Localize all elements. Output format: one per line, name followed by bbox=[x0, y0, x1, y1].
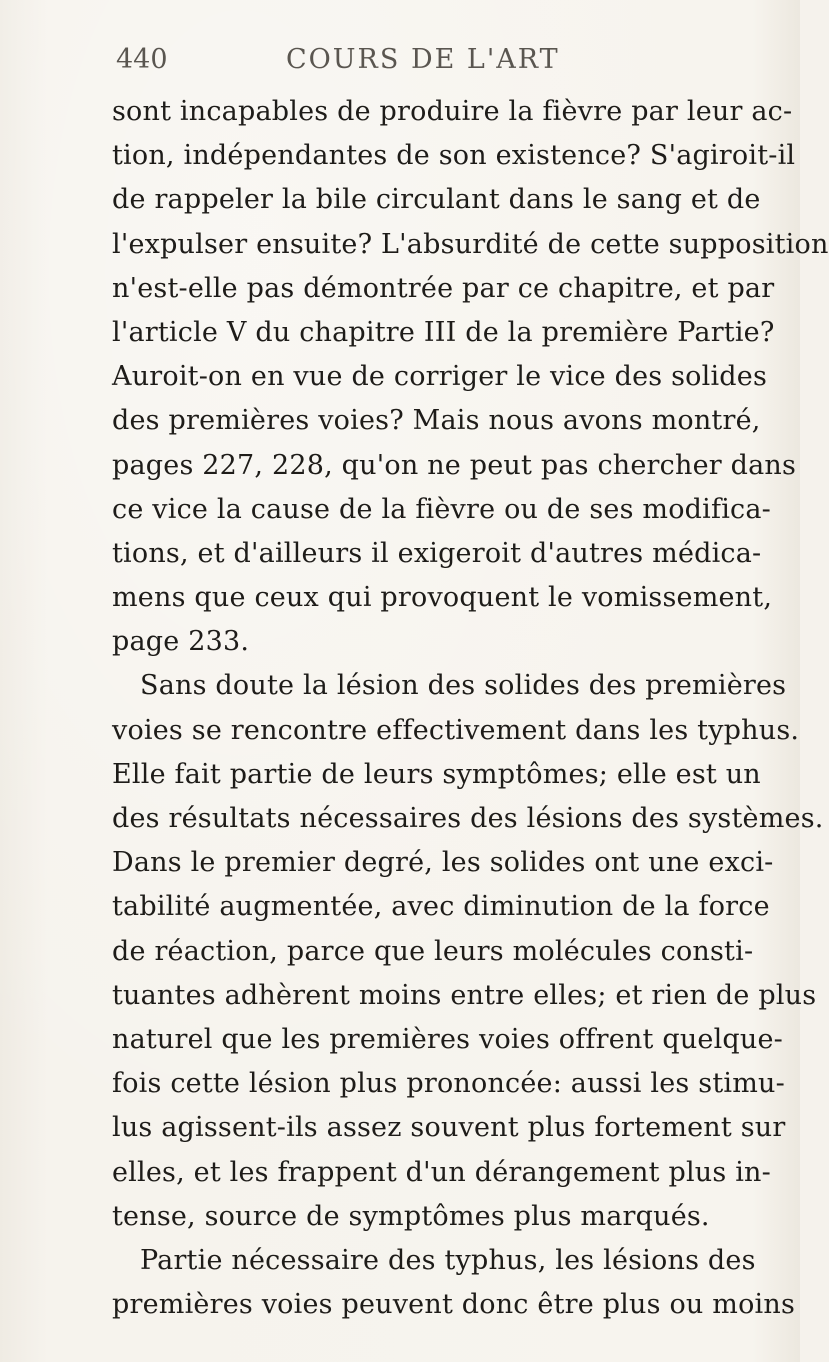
text-line: n'est-elle pas démontrée par ce chapitre, et par bbox=[112, 272, 775, 304]
text-line: sont incapables de produire la fièvre par leur ac- bbox=[112, 96, 793, 127]
text-line: premières voies peuvent donc être plus ou moins bbox=[112, 1289, 796, 1321]
text-line: Auroit-on en vue de corriger le vice des solides bbox=[112, 361, 768, 393]
text-line: tion, indépendantes de son existence? S'agiroit-il bbox=[112, 140, 796, 172]
text-line: fois cette lésion plus prononcée: aussi les stimu- bbox=[112, 1068, 785, 1100]
body-text bbox=[112, 90, 829, 1327]
text-line: des résultats nécessaires des lésions des systèmes. bbox=[112, 803, 824, 834]
text-line: pages 227, 228, qu'on ne peut pas chercher dans bbox=[112, 449, 797, 481]
text-line: tense, source de symptômes plus marqués. bbox=[112, 1200, 710, 1232]
paragraph-start-line: Partie nécessaire des typhus, les lésions des bbox=[140, 1244, 756, 1276]
text-line: tabilité augmentée, avec diminution de la force bbox=[112, 891, 770, 923]
text-line: tuantes adhèrent moins entre elles; et rien de plus bbox=[112, 979, 817, 1011]
text-line: Elle fait partie de leurs symptômes; elle est un bbox=[112, 758, 761, 790]
text-line: l'expulser ensuite? L'absurdité de cette supposition bbox=[112, 228, 829, 260]
text-line: l'article V du chapitre III de la première Partie? bbox=[112, 316, 775, 348]
paragraph-start-line: Sans doute la lésion des solides des premières bbox=[140, 670, 787, 702]
page-number: 440 bbox=[116, 44, 168, 75]
text-line: page 233. bbox=[112, 626, 250, 658]
text-line: Dans le premier degré, les solides ont une exci- bbox=[112, 847, 774, 879]
text-line: naturel que les premières voies offrent quelque- bbox=[112, 1023, 783, 1055]
text-line: tions, et d'ailleurs il exigeroit d'autres médica- bbox=[112, 537, 762, 569]
text-line: voies se rencontre effectivement dans les typhus. bbox=[112, 714, 800, 746]
text-line: lus agissent-ils assez souvent plus fortement sur bbox=[112, 1112, 786, 1144]
text-line: ce vice la cause de la fièvre ou de ses modifica- bbox=[112, 493, 771, 525]
text-line: mens que ceux qui provoquent le vomissement, bbox=[112, 582, 773, 614]
page-header bbox=[112, 44, 672, 84]
text-line: des premières voies? Mais nous avons montré, bbox=[112, 405, 761, 437]
running-title: COURS DE L'ART bbox=[286, 44, 560, 75]
text-line: elles, et les frappent d'un dérangement plus in- bbox=[112, 1156, 771, 1188]
text-line: de rappeler la bile circulant dans le sang et de bbox=[112, 184, 761, 216]
text-line: de réaction, parce que leurs molécules consti- bbox=[112, 935, 754, 967]
